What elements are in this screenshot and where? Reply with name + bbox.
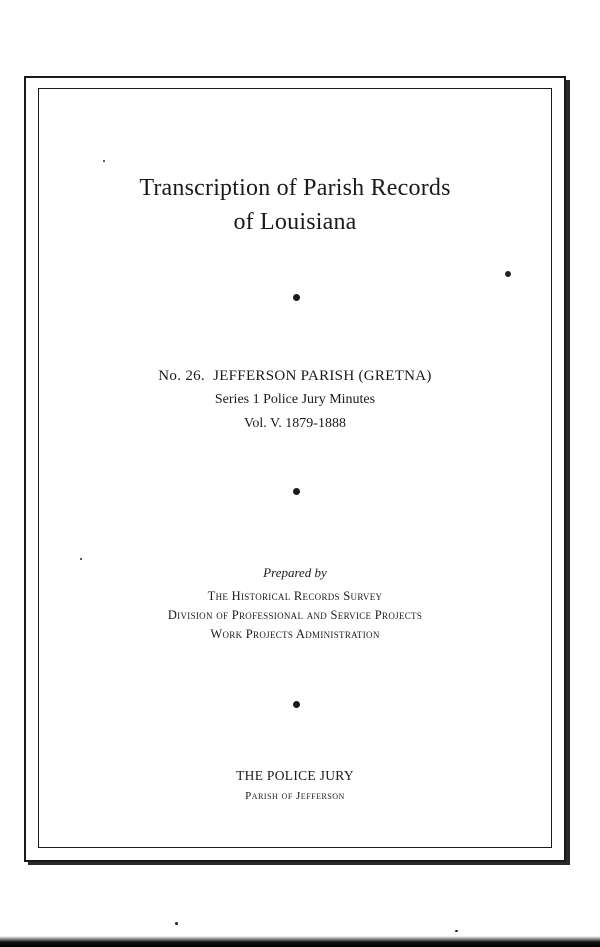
scan-speck [80,558,82,560]
series-volume-line: Vol. V. 1879-1888 [244,416,346,431]
org-line-3: Work Projects Administration [210,627,380,641]
scan-speck [175,922,178,925]
series-title-line: Series 1 Police Jury Minutes [214,392,376,407]
scan-bottom-edge [0,936,600,947]
publisher-name: THE POLICE JURY [236,768,354,783]
publisher-location: Parish of Jefferson [245,790,345,802]
org-line-1: The Historical Records Survey [207,589,383,603]
separator-bullet-2 [293,488,300,495]
series-info [38,364,552,436]
org-line-2: Division of Professional and Service Projects [167,608,423,622]
border-shadow-right [566,80,570,864]
border-shadow-bottom [28,862,570,865]
separator-bullet-1 [293,294,300,301]
title-line-1: Transcription of Parish Records [139,175,451,201]
preparation-info [38,562,552,644]
series-number-line: No. 26. JEFFERSON PARISH (GRETNA) [158,368,432,384]
scan-speck [103,160,105,162]
scan-speck [505,271,511,277]
title-line-2: of Louisiana [233,209,357,235]
separator-bullet-3 [293,701,300,708]
prepared-by-label: Prepared by [263,565,327,580]
scan-speck [455,930,458,932]
publisher-info [38,765,552,805]
document-title [38,171,552,239]
